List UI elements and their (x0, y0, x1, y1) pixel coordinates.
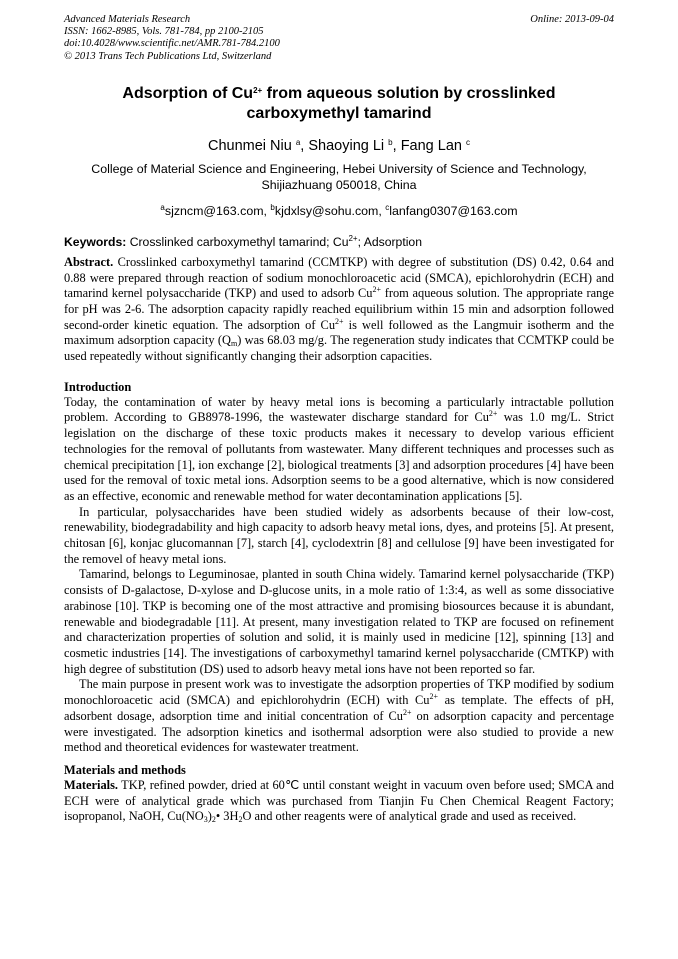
keywords: Keywords: Crosslinked carboxymethyl tamarind; $Cu^{2+}$; Adsorption (64, 233, 422, 249)
section-heading-introduction: Introduction (64, 379, 132, 394)
materials-paragraph: Materials. TKP, refined powder, dried at 60℃ until constant weight in vacuum oven before used; SMCA and ECH were of analytical grade which was purchased from Tianjin Fu Chen Chemical Reagent Factory; isopropanol, NaOH, $Cu(NO_3)_2•$ $3H_2O$ and other reagents were of analytical grade and used as received. (64, 777, 614, 825)
intro-paragraph-4: The main purpose in present work was to investigate the adsorption properties of TKP modified by sodium monochloroacetic acid (SMCA) and epichlorohydrin (ECH) with $Cu^{2+}$ as template. The effects of pH, adsorbent dosage, adsorption time and initial concentration of $Cu^{2+}$ on adsorption capacity and percentage were investigated. The adsorption kinetics and isothermal adsorption were also studied to provide a new method and theoretical evidences for wastewater treatment. (64, 677, 614, 755)
intro-paragraph-2: In particular, polysaccharides have been studied widely as adsorbents because of their low-cost, renewability, biodegradability and high capacity to adsorb heavy metal ions, dyes, and proteins [5]. At present, chitosan [6], konjac glucomannan [7], starch [4], cyclodextrin [8] and cellulose [9] have been investigated for the removel of heavy metal ions. (64, 504, 614, 566)
materials-label: Materials. (64, 777, 119, 792)
author-name: Fang Lan (400, 137, 462, 154)
journal-copyright: © 2013 Trans Tech Publications Ltd, Switzerland (64, 50, 272, 62)
email-list: $^a$sjzncm@163.com, $^b$kjdxlsy@sohu.com, $^c$lanfang0307@163.com (160, 202, 518, 218)
email-link[interactable]: sjzncm@163.com (164, 203, 264, 218)
author-name: Shaoying Li (308, 137, 385, 154)
author-mark: b (388, 137, 393, 147)
journal-header (64, 14, 614, 63)
affiliation: College of Material Science and Engineering, Hebei University of Science and Technology, Shijiazhuang 050018, China (91, 161, 587, 192)
journal-issn: ISSN: 1662-8985, Vols. 781-784, pp 2100-2105 (64, 26, 264, 38)
journal-name: Advanced Materials Research (64, 14, 191, 25)
paper-title: Adsorption of $Cu^{2+}$ from aqueous solution by crosslinked carboxymethyl tamarind (122, 84, 556, 122)
author-mark: c (466, 137, 470, 147)
abstract-label: Abstract. (64, 254, 114, 269)
intro-paragraph-1: Today, the contamination of water by heavy metal ions is becoming a particularly intractable pollution problem. According to GB8978-1996, the wastewater discharge standard for $Cu^{2+}$ was 1.0 mg/L. Strict legislation on the discharge of these toxic products makes it necessary to develop various efficient technologies for the removal of pollutants from wastewater. Many different techniques and processes such as chemical precipitation [1], ion exchange [2], biological treatments [3] and adsorption procedures [4] have been used for the removal of toxic metal ions. Adsorption seems to be a good alternative, which is now considered as an effective, economic and renewable method for water decontamination applications [5]. (64, 394, 614, 503)
email-link[interactable]: kjdxlsy@sohu.com (274, 203, 379, 218)
abstract: Abstract. Crosslinked carboxymethyl tamarind (CCMTKP) with degree of substitution (DS) 0.42, 0.64 and 0.88 were prepared through reaction of sodium monochloroacetic acid (SMCA), epichlorohydrin (ECH) and tamarind kernel polysaccharide (TKP) and used to adsorb $Cu^{2+}$ from aqueous solution. The appropriate range for pH was 2-6. The adsorption capacity rapidly reached equilibrium within 15 min and adsorption followed second-order kinetic equation. The adsorption of $Cu^{2+}$ is well followed as the Langmuir isotherm and the maximum adsorption capacity $(Q_m)$ was 68.03 mg/g. The regeneration study indicates that CCMTKP could be used repeatedly without significantly changing their adsorption capacities. (64, 254, 615, 364)
intro-paragraph-3: Tamarind, belongs to Leguminosae, planted in south China widely. Tamarind kernel polysaccharide (TKP) consists of D-galactose, D-xylose and D-glucose units, in a mole ratio of 1:3:4, as well as some dissociative arabinose [10]. TKP is becoming one of the most attractive and promising biosources because it is abundant, renewable and biodegradable [11]. At present, many investigation related to TKP are focused on refinement and characterization properties of solution and solid, it is mainly used in medicine [12], spinning [13] and cosmetic industries [14]. The investigations of carboxymethyl tamarind kernel polysaccharide (CMTKP) with high degree of substitution (DS) used to adsorb heavy metal ions have not been reported so far. (64, 567, 614, 676)
author-list: Chunmei Niu $^a$, Shaoying Li $^b$, Fang Lan $^c$ (207, 137, 470, 154)
online-date: Online: 2013-09-04 (530, 14, 614, 25)
journal-doi: doi:10.4028/www.scientific.net/AMR.781-784.2100 (64, 38, 280, 50)
keywords-label: Keywords: (64, 234, 127, 249)
paper-page (64, 14, 614, 825)
section-heading-materials-methods: Materials and methods (64, 762, 186, 777)
email-link[interactable]: lanfang0307@163.com (389, 203, 518, 218)
author-name: Chunmei Niu (207, 137, 292, 154)
author-mark: a (295, 137, 301, 147)
